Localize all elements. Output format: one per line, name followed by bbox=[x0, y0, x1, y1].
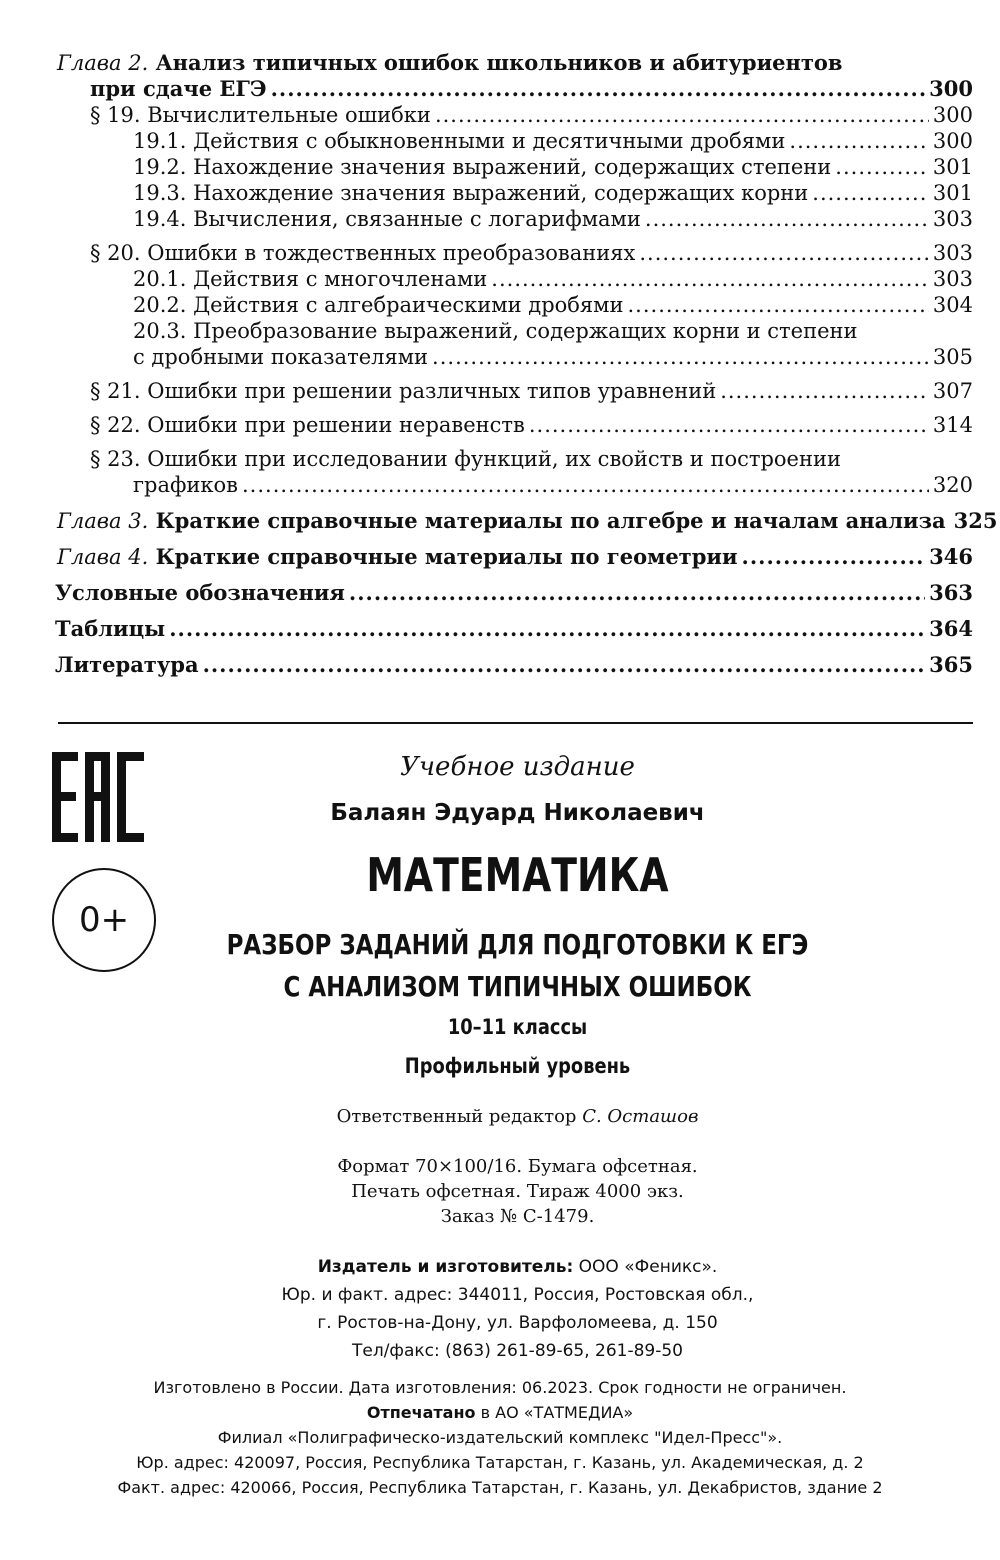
book-title: МАТЕМАТИКА bbox=[366, 848, 669, 902]
branch: Филиал «Полиграфическо-издательский комплекс "Идел-Пресс"». bbox=[217, 1428, 783, 1447]
toc-section-23-line2: графиков ..... 320 bbox=[55, 472, 973, 498]
toc-tables: Таблицы ..... 364 bbox=[55, 616, 973, 642]
table-of-contents bbox=[55, 50, 998, 678]
toc-sub-19-4: 19.4. Вычисления, связанные с логарифмами ..... 303 bbox=[55, 206, 973, 232]
toc-chapter2: Глава 2. Анализ типичных ошибок школьников и абитуриентов bbox=[57, 50, 843, 75]
printer-address2: Факт. адрес: 420066, Россия, Республика Татарстан, г. Казань, ул. Декабристов, здание 2 bbox=[117, 1478, 883, 1497]
toc-sub-20-1: 20.1. Действия с многочленами ..... 303 bbox=[55, 266, 973, 292]
toc-sub-19-1: 19.1. Действия с обыкновенными и десятичными дробями ..... 300 bbox=[55, 128, 973, 154]
publisher-address2: г. Ростов-на-Дону, ул. Варфоломеева, д. 150 bbox=[317, 1313, 718, 1333]
toc-section-19: § 19. Вычислительные ошибки ..... 300 bbox=[55, 102, 973, 128]
toc-sub-19-3: 19.3. Нахождение значения выражений, содержащих корни ..... 301 bbox=[55, 180, 973, 206]
toc-sub-20-2: 20.2. Действия с алгебраическими дробями ..... 304 bbox=[55, 292, 973, 318]
author: Балаян Эдуард Николаевич bbox=[330, 800, 705, 826]
toc-sub-20-3-line2: с дробными показателями ..... 305 bbox=[55, 344, 973, 370]
format-line3: Заказ № С-1479. bbox=[440, 1206, 595, 1227]
subtitle-line1: РАЗБОР ЗАДАНИЙ ДЛЯ ПОДГОТОВКИ К ЕГЭ bbox=[226, 928, 809, 961]
toc-section-22: § 22. Ошибки при решении неравенств ..... 314 bbox=[55, 412, 973, 438]
toc-sub-20-3: 20.3. Преобразование выражений, содержащих корни и степени bbox=[133, 319, 858, 343]
toc-chapter2-line2: при сдаче ЕГЭ ..... 300 bbox=[55, 76, 973, 102]
format-line1: Формат 70×100/16. Бумага офсетная. bbox=[337, 1156, 698, 1177]
grades: 10–11 классы bbox=[447, 1015, 588, 1039]
printer-address1: Юр. адрес: 420097, Россия, Республика Татарстан, г. Казань, ул. Академическая, д. 2 bbox=[136, 1453, 864, 1472]
toc-symbols: Условные обозначения ..... 363 bbox=[55, 580, 973, 606]
edition-type: Учебное издание bbox=[400, 752, 635, 782]
printed-line: Отпечатано в АО «ТАТМЕДИА» bbox=[366, 1403, 634, 1422]
publisher-line: Издатель и изготовитель: ООО «Феникс». bbox=[317, 1257, 718, 1277]
publisher-phone: Тел/факс: (863) 261-89-65, 261-89-50 bbox=[351, 1341, 684, 1361]
age-rating-badge: 0+ bbox=[52, 868, 156, 972]
printer-block bbox=[0, 1375, 1000, 1500]
toc-chapter4: Глава 4. Краткие справочные материалы по геометрии ..... 346 bbox=[55, 544, 973, 570]
toc-section-23: § 23. Ошибки при исследовании функций, их свойств и построении bbox=[90, 447, 841, 471]
divider bbox=[58, 722, 973, 724]
toc-literature: Литература ..... 365 bbox=[55, 652, 973, 678]
format-line2: Печать офсетная. Тираж 4000 экз. bbox=[351, 1181, 684, 1202]
level: Профильный уровень bbox=[404, 1054, 631, 1078]
toc-section-21: § 21. Ошибки при решении различных типов уравнений ..... 307 bbox=[55, 378, 973, 404]
toc-sub-19-2: 19.2. Нахождение значения выражений, содержащих степени ..... 301 bbox=[55, 154, 973, 180]
publisher-block bbox=[35, 1253, 1000, 1365]
format-block bbox=[35, 1154, 1000, 1229]
editor-line: Ответственный редактор С. Осташов bbox=[336, 1106, 699, 1127]
made-in: Изготовлено в России. Дата изготовления: 06.2023. Срок годности не ограничен. bbox=[153, 1378, 847, 1397]
toc-section-20: § 20. Ошибки в тождественных преобразованиях ..... 303 bbox=[55, 240, 973, 266]
toc-chapter3: Глава 3. Краткие справочные материалы по алгебре и началам анализа 325 bbox=[57, 508, 998, 533]
subtitle-line2: С АНАЛИЗОМ ТИПИЧНЫХ ОШИБОК bbox=[283, 970, 752, 1003]
publisher-address1: Юр. и факт. адрес: 344011, Россия, Ростовская обл., bbox=[281, 1285, 754, 1305]
